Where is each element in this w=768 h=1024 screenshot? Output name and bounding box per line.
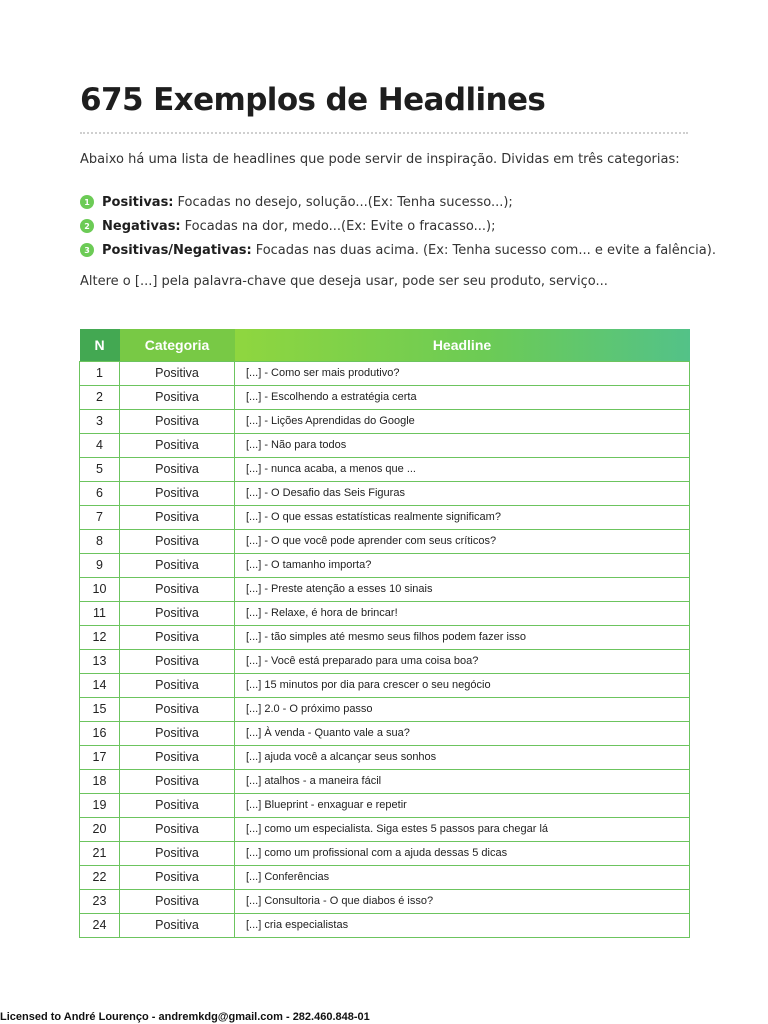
row-headline: [...] Blueprint - enxaguar e repetir <box>235 793 690 817</box>
row-headline: [...] como um profissional com a ajuda dessas 5 dicas <box>235 841 690 865</box>
table-row <box>80 601 690 625</box>
table-row <box>80 769 690 793</box>
row-number: 22 <box>80 865 120 889</box>
row-category: Positiva <box>120 793 235 817</box>
row-category: Positiva <box>120 649 235 673</box>
table-row <box>80 649 690 673</box>
row-number: 16 <box>80 721 120 745</box>
category-item-negative <box>80 214 716 238</box>
row-headline: [...] - Como ser mais produtivo? <box>235 361 690 385</box>
row-category: Positiva <box>120 529 235 553</box>
row-category: Positiva <box>120 385 235 409</box>
number-badge-icon: 3 <box>80 243 94 257</box>
headlines-table <box>79 329 690 938</box>
table-row <box>80 817 690 841</box>
category-item-positive <box>80 190 716 214</box>
table-row <box>80 385 690 409</box>
row-number: 1 <box>80 361 120 385</box>
column-header-headline: Headline <box>235 329 690 361</box>
table-row <box>80 697 690 721</box>
row-category: Positiva <box>120 625 235 649</box>
row-category: Positiva <box>120 697 235 721</box>
row-headline: [...] - Não para todos <box>235 433 690 457</box>
row-headline: [...] Conferências <box>235 865 690 889</box>
row-headline: [...] ajuda você a alcançar seus sonhos <box>235 745 690 769</box>
table-row <box>80 577 690 601</box>
row-category: Positiva <box>120 409 235 433</box>
row-category: Positiva <box>120 769 235 793</box>
table-row <box>80 433 690 457</box>
row-number: 23 <box>80 889 120 913</box>
keyword-note: Altere o [...] pela palavra-chave que deseja usar, pode ser seu produto, serviço... <box>80 274 608 289</box>
row-number: 13 <box>80 649 120 673</box>
table-row <box>80 457 690 481</box>
row-headline: [...] - Relaxe, é hora de brincar! <box>235 601 690 625</box>
row-category: Positiva <box>120 553 235 577</box>
category-name: Positivas: <box>102 194 174 210</box>
column-header-category: Categoria <box>120 329 235 361</box>
row-headline: [...] atalhos - a maneira fácil <box>235 769 690 793</box>
row-category: Positiva <box>120 601 235 625</box>
table-row <box>80 625 690 649</box>
table-row <box>80 553 690 577</box>
row-headline: [...] cria especialistas <box>235 913 690 937</box>
row-number: 19 <box>80 793 120 817</box>
row-number: 15 <box>80 697 120 721</box>
row-number: 3 <box>80 409 120 433</box>
row-number: 14 <box>80 673 120 697</box>
page-title: 675 Exemplos de Headlines <box>80 82 546 118</box>
number-badge-icon: 1 <box>80 195 94 209</box>
category-name: Positivas/Negativas: <box>102 242 252 258</box>
row-headline: [...] Consultoria - O que diabos é isso? <box>235 889 690 913</box>
row-number: 2 <box>80 385 120 409</box>
row-headline: [...] - O que essas estatísticas realmente significam? <box>235 505 690 529</box>
row-number: 24 <box>80 913 120 937</box>
row-number: 18 <box>80 769 120 793</box>
row-number: 8 <box>80 529 120 553</box>
row-number: 17 <box>80 745 120 769</box>
row-category: Positiva <box>120 913 235 937</box>
category-list <box>80 190 716 262</box>
row-headline: [...] - Preste atenção a esses 10 sinais <box>235 577 690 601</box>
license-footer: Licensed to André Lourenço - andremkdg@gmail.com - 282.460.848-01 <box>0 1011 370 1023</box>
row-headline: [...] - Você está preparado para uma coisa boa? <box>235 649 690 673</box>
row-headline: [...] 15 minutos por dia para crescer o seu negócio <box>235 673 690 697</box>
row-headline: [...] - nunca acaba, a menos que ... <box>235 457 690 481</box>
row-number: 9 <box>80 553 120 577</box>
intro-text: Abaixo há uma lista de headlines que pode servir de inspiração. Dividas em três categorias: <box>80 152 680 167</box>
row-number: 7 <box>80 505 120 529</box>
row-headline: [...] - O Desafio das Seis Figuras <box>235 481 690 505</box>
dotted-divider <box>80 132 688 134</box>
table-row <box>80 841 690 865</box>
row-number: 12 <box>80 625 120 649</box>
row-category: Positiva <box>120 865 235 889</box>
column-header-n: N <box>80 329 120 361</box>
table-row <box>80 889 690 913</box>
row-number: 21 <box>80 841 120 865</box>
row-category: Positiva <box>120 817 235 841</box>
row-headline: [...] - Lições Aprendidas do Google <box>235 409 690 433</box>
category-description: Focadas no desejo, solução...(Ex: Tenha sucesso...); <box>177 194 513 210</box>
row-number: 4 <box>80 433 120 457</box>
table-row <box>80 721 690 745</box>
row-number: 11 <box>80 601 120 625</box>
table-row <box>80 361 690 385</box>
table-row <box>80 505 690 529</box>
row-number: 10 <box>80 577 120 601</box>
table-row <box>80 865 690 889</box>
row-category: Positiva <box>120 841 235 865</box>
row-headline: [...] - O que você pode aprender com seus críticos? <box>235 529 690 553</box>
row-number: 20 <box>80 817 120 841</box>
number-badge-icon: 2 <box>80 219 94 233</box>
row-category: Positiva <box>120 889 235 913</box>
row-number: 5 <box>80 457 120 481</box>
row-headline: [...] - O tamanho importa? <box>235 553 690 577</box>
table-row <box>80 409 690 433</box>
row-category: Positiva <box>120 505 235 529</box>
row-headline: [...] como um especialista. Siga estes 5 passos para chegar lá <box>235 817 690 841</box>
category-name: Negativas: <box>102 218 181 234</box>
table-row <box>80 529 690 553</box>
table-row <box>80 913 690 937</box>
row-category: Positiva <box>120 457 235 481</box>
table-header-row <box>80 329 690 361</box>
row-category: Positiva <box>120 361 235 385</box>
row-number: 6 <box>80 481 120 505</box>
row-headline: [...] - Escolhendo a estratégia certa <box>235 385 690 409</box>
row-category: Positiva <box>120 577 235 601</box>
category-description: Focadas nas duas acima. (Ex: Tenha sucesso com... e evite a falência). <box>255 242 716 258</box>
category-description: Focadas na dor, medo...(Ex: Evite o fracasso...); <box>184 218 496 234</box>
row-category: Positiva <box>120 745 235 769</box>
row-headline: [...] - tão simples até mesmo seus filhos podem fazer isso <box>235 625 690 649</box>
row-headline: [...] À venda - Quanto vale a sua? <box>235 721 690 745</box>
row-category: Positiva <box>120 481 235 505</box>
table-row <box>80 673 690 697</box>
table-row <box>80 745 690 769</box>
table-row <box>80 793 690 817</box>
row-category: Positiva <box>120 673 235 697</box>
category-item-positive-negative <box>80 238 716 262</box>
row-category: Positiva <box>120 721 235 745</box>
table-row <box>80 481 690 505</box>
row-headline: [...] 2.0 - O próximo passo <box>235 697 690 721</box>
row-category: Positiva <box>120 433 235 457</box>
